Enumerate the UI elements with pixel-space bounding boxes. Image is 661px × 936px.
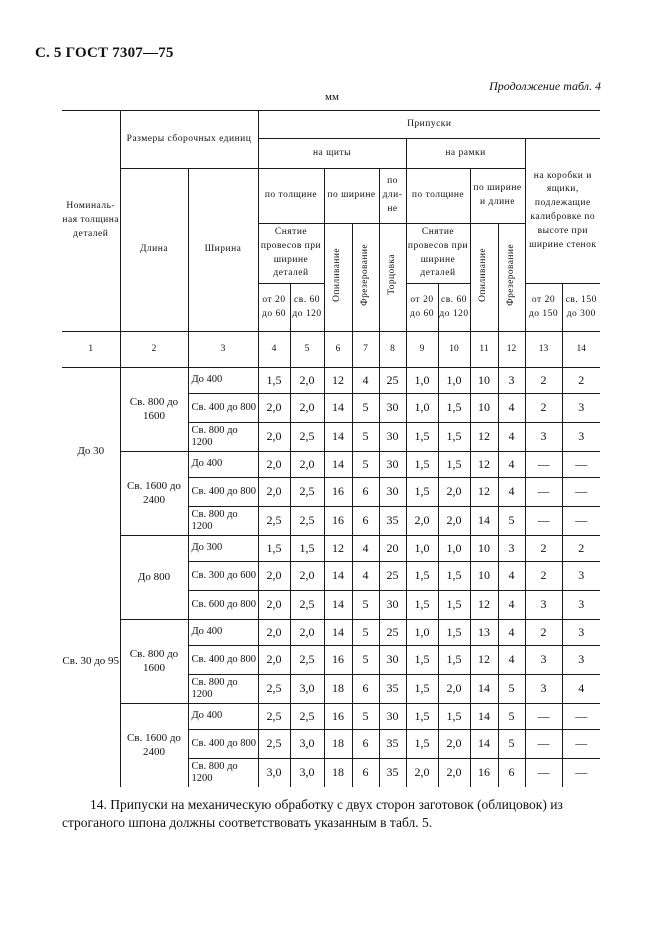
header-sawing-frames: Опиливание [470,224,498,332]
width-cell: До 300 [188,536,258,562]
value-cell: 1,5 [438,704,470,730]
value-cell: 30 [379,646,406,675]
header-range: от 20 до 60 [406,284,438,332]
value-cell: 14 [324,562,352,591]
column-number: 7 [352,332,379,368]
value-cell: 3 [562,394,600,423]
value-cell: 2,0 [438,675,470,704]
value-cell: 3 [525,675,562,704]
value-cell: 2,0 [290,562,324,591]
column-number: 5 [290,332,324,368]
value-cell: 4 [498,394,525,423]
value-cell: 4 [498,591,525,620]
column-number: 13 [525,332,562,368]
value-cell: 1,5 [406,646,438,675]
value-cell: 2,0 [258,478,290,507]
value-cell: 2 [562,536,600,562]
width-cell: Св. 400 до 800 [188,478,258,507]
value-cell: 18 [324,759,352,788]
value-cell: 2 [525,536,562,562]
header-sawing-shields: Опиливание [324,224,352,332]
header-milling-frames: Фрезерование [498,224,525,332]
length-group-cell: Св. 1600 до 2400 [120,704,188,788]
value-cell: 5 [498,507,525,536]
value-cell: 2,5 [290,646,324,675]
value-cell: 1,5 [406,423,438,452]
value-cell: 5 [352,704,379,730]
header-nominal-thickness: Номиналь-ная толщина деталей [62,111,120,332]
units-label: мм [325,91,339,103]
page-header: С. 5 ГОСТ 7307—75 [35,45,174,61]
value-cell: 14 [324,591,352,620]
value-cell: 6 [352,759,379,788]
nominal-thickness-cell: Св. 30 до 95 [62,536,120,788]
column-number: 1 [62,332,120,368]
value-cell: 30 [379,423,406,452]
value-cell: 4 [498,478,525,507]
value-cell: — [525,452,562,478]
value-cell: 1,5 [438,591,470,620]
value-cell: 10 [470,536,498,562]
value-cell: 25 [379,620,406,646]
value-cell: 3 [562,620,600,646]
value-cell: 16 [324,478,352,507]
value-cell: 1,5 [438,423,470,452]
header-range: св. 150 до 300 [562,284,600,332]
value-cell: 1,0 [406,394,438,423]
value-cell: 14 [324,620,352,646]
value-cell: 12 [470,423,498,452]
value-cell: 1,5 [406,478,438,507]
value-cell: 2,0 [258,394,290,423]
width-cell: Св. 300 до 600 [188,562,258,591]
value-cell: 4 [498,452,525,478]
width-cell: До 400 [188,452,258,478]
header-range: св. 60 до 120 [290,284,324,332]
value-cell: 2,0 [258,591,290,620]
width-cell: Св. 400 до 800 [188,730,258,759]
value-cell: 6 [352,730,379,759]
value-cell: 14 [324,452,352,478]
value-cell: 2,0 [258,620,290,646]
value-cell: 4 [352,536,379,562]
value-cell: 2,5 [290,507,324,536]
column-number: 9 [406,332,438,368]
value-cell: 1,5 [258,536,290,562]
value-cell: 3 [562,423,600,452]
value-cell: 16 [470,759,498,788]
value-cell: — [562,759,600,788]
value-cell: 5 [352,423,379,452]
value-cell: 12 [470,478,498,507]
value-cell: 35 [379,759,406,788]
value-cell: 6 [352,675,379,704]
value-cell: 2,0 [438,730,470,759]
allowances-table [62,110,600,787]
value-cell: 18 [324,730,352,759]
value-cell: 2 [562,368,600,394]
value-cell: 14 [470,507,498,536]
value-cell: 2,0 [438,507,470,536]
value-cell: 3 [562,591,600,620]
header-frames-by-thickness: по толщине [406,169,470,224]
column-number: 8 [379,332,406,368]
value-cell: 1,5 [290,536,324,562]
value-cell: 2,5 [258,730,290,759]
value-cell: — [562,478,600,507]
value-cell: 4 [562,675,600,704]
value-cell: 35 [379,675,406,704]
table-row [62,452,600,478]
table-row [62,704,600,730]
value-cell: 3 [498,368,525,394]
value-cell: 2 [525,562,562,591]
column-number: 14 [562,332,600,368]
value-cell: 30 [379,591,406,620]
value-cell: 35 [379,507,406,536]
value-cell: — [525,507,562,536]
value-cell: 14 [470,730,498,759]
value-cell: 16 [324,507,352,536]
value-cell: 5 [352,452,379,478]
value-cell: 5 [498,730,525,759]
value-cell: — [562,507,600,536]
header-range: св. 60 до 120 [438,284,470,332]
value-cell: 2,5 [290,423,324,452]
column-numbers-row [62,332,600,368]
value-cell: 2,0 [290,368,324,394]
value-cell: 2,0 [438,759,470,788]
width-cell: Св. 400 до 800 [188,394,258,423]
table-continuation-label: Продолжение табл. 4 [489,79,601,93]
value-cell: 3 [525,591,562,620]
width-cell: До 400 [188,620,258,646]
value-cell: 1,5 [406,452,438,478]
value-cell: 14 [470,675,498,704]
header-shields-by-length: по дли-не [379,169,406,224]
column-number: 3 [188,332,258,368]
value-cell: 10 [470,562,498,591]
length-group-cell: До 800 [120,536,188,620]
width-cell: Св. 800 до 1200 [188,423,258,452]
value-cell: 1,5 [438,646,470,675]
value-cell: 2,5 [258,675,290,704]
value-cell: 2,0 [290,452,324,478]
value-cell: 18 [324,675,352,704]
value-cell: 4 [498,423,525,452]
header-shields-by-thickness: по толщине [258,169,324,224]
header-assembly-sizes: Размеры сборочных единиц [120,111,258,169]
value-cell: 20 [379,536,406,562]
value-cell: 2 [525,620,562,646]
value-cell: 12 [470,591,498,620]
value-cell: 12 [324,536,352,562]
width-cell: Св. 400 до 800 [188,646,258,675]
value-cell: 2,0 [290,620,324,646]
value-cell: 2,0 [258,452,290,478]
value-cell: 3 [525,423,562,452]
value-cell: 12 [324,368,352,394]
value-cell: 1,5 [438,452,470,478]
value-cell: 4 [498,620,525,646]
value-cell: 12 [470,646,498,675]
value-cell: 3 [525,646,562,675]
value-cell: 2 [525,368,562,394]
value-cell: 5 [498,675,525,704]
header-shields: на щиты [258,139,406,169]
width-cell: Св. 800 до 1200 [188,675,258,704]
value-cell: 5 [352,394,379,423]
value-cell: 1,5 [406,562,438,591]
value-cell: 1,0 [406,620,438,646]
nominal-thickness-cell: До 30 [62,368,120,536]
value-cell: 3,0 [290,730,324,759]
value-cell: 3,0 [290,675,324,704]
value-cell: 14 [324,423,352,452]
value-cell: 2,5 [258,507,290,536]
value-cell: 30 [379,452,406,478]
value-cell: 3 [562,562,600,591]
value-cell: 5 [352,646,379,675]
value-cell: — [525,759,562,788]
header-frames: на рамки [406,139,525,169]
value-cell: 10 [470,394,498,423]
value-cell: 1,5 [406,675,438,704]
value-cell: 6 [352,507,379,536]
value-cell: — [562,452,600,478]
width-cell: Св. 600 до 800 [188,591,258,620]
column-number: 11 [470,332,498,368]
value-cell: 3,0 [290,759,324,788]
header-boxes: на коробки и ящики, подлежащие калибровке по высоте при ширине стенок [525,139,600,284]
column-number: 10 [438,332,470,368]
value-cell: 5 [352,591,379,620]
value-cell: 3 [562,646,600,675]
value-cell: 2,0 [406,759,438,788]
value-cell: 1,5 [406,591,438,620]
header-trimming: Торцовка [379,224,406,332]
value-cell: 30 [379,704,406,730]
value-cell: 2,0 [258,562,290,591]
value-cell: 35 [379,730,406,759]
width-cell: До 400 [188,368,258,394]
value-cell: 30 [379,394,406,423]
value-cell: 2,0 [258,423,290,452]
header-frames-by-width-length: по ширине и длине [470,169,525,224]
value-cell: — [562,730,600,759]
header-range: от 20 до 60 [258,284,290,332]
value-cell: — [562,704,600,730]
column-number: 2 [120,332,188,368]
value-cell: 4 [352,562,379,591]
table-row [62,536,600,562]
value-cell: 2,0 [290,394,324,423]
value-cell: 3,0 [258,759,290,788]
value-cell: 2 [525,394,562,423]
length-group-cell: Св. 800 до 1600 [120,368,188,452]
value-cell: 1,5 [406,730,438,759]
value-cell: 1,5 [406,704,438,730]
value-cell: 1,5 [438,562,470,591]
value-cell: 1,0 [406,536,438,562]
value-cell: 1,5 [438,620,470,646]
header-range: от 20 до 150 [525,284,562,332]
value-cell: 5 [352,620,379,646]
value-cell: 14 [324,394,352,423]
column-number: 6 [324,332,352,368]
value-cell: — [525,704,562,730]
width-cell: Св. 800 до 1200 [188,507,258,536]
value-cell: 1,5 [438,394,470,423]
value-cell: — [525,478,562,507]
value-cell: 1,5 [258,368,290,394]
length-group-cell: Св. 800 до 1600 [120,620,188,704]
width-cell: До 400 [188,704,258,730]
value-cell: 2,5 [290,478,324,507]
header-milling-shields: Фрезерование [352,224,379,332]
value-cell: 4 [498,562,525,591]
value-cell: 25 [379,368,406,394]
value-cell: 1,0 [438,536,470,562]
value-cell: 30 [379,478,406,507]
value-cell: 13 [470,620,498,646]
column-number: 4 [258,332,290,368]
value-cell: 2,0 [258,646,290,675]
header-sag-removal-frames: Снятие провесов при ширине деталей [406,224,470,284]
value-cell: 5 [498,704,525,730]
value-cell: 2,0 [438,478,470,507]
value-cell: 2,5 [290,591,324,620]
value-cell: 6 [498,759,525,788]
column-number: 12 [498,332,525,368]
value-cell: 16 [324,704,352,730]
value-cell: 6 [352,478,379,507]
value-cell: 14 [470,704,498,730]
value-cell: 2,0 [406,507,438,536]
header-width: Ширина [188,169,258,332]
table-row [62,620,600,646]
width-cell: Св. 800 до 1200 [188,759,258,788]
clause-14-text: 14. Припуски на механическую обработку с двух сторон заготовок (облицовок) из строганого шпона должны соответствовать указанным в табл. 5. [62,797,563,831]
value-cell: — [525,730,562,759]
value-cell: 25 [379,562,406,591]
header-sag-removal-shields: Снятие провесов при ширине деталей [258,224,324,284]
header-shields-by-width: по ширине [324,169,379,224]
length-group-cell: Св. 1600 до 2400 [120,452,188,536]
value-cell: 2,5 [290,704,324,730]
header-allowances: Припуски [258,111,600,139]
table-row [62,368,600,394]
value-cell: 16 [324,646,352,675]
header-length: Длина [120,169,188,332]
value-cell: 2,5 [258,704,290,730]
value-cell: 1,0 [438,368,470,394]
value-cell: 1,0 [406,368,438,394]
value-cell: 4 [498,646,525,675]
value-cell: 3 [498,536,525,562]
value-cell: 10 [470,368,498,394]
value-cell: 12 [470,452,498,478]
value-cell: 4 [352,368,379,394]
